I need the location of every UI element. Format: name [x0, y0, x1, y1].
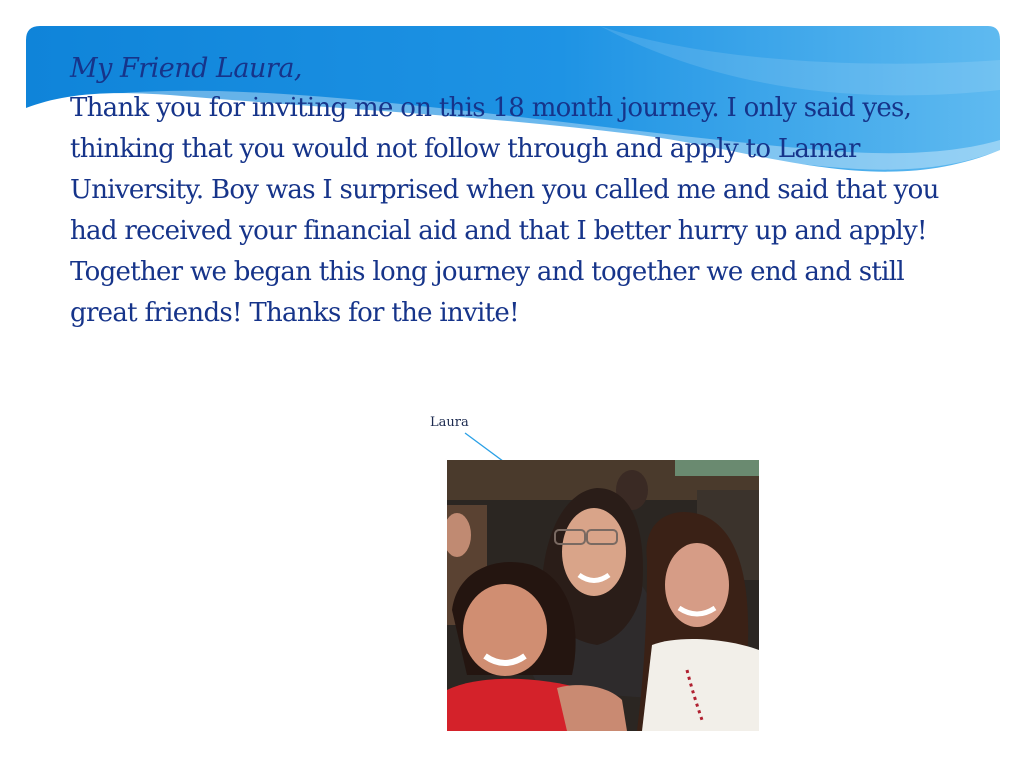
letter-body: Thank you for inviting me on this 18 month journey. I only said yes, thinking that you would not follow through and apply to Lamar University. Boy was I surprised when you called me and said that you had received your financial aid and that I better hurry up and apply! Together we began this long journey and together we end and still great friends! Thanks for the invite!: [70, 93, 939, 328]
friends-photo: [447, 460, 759, 731]
photo-label: Laura: [430, 415, 469, 430]
letter: [70, 50, 970, 334]
salutation: My Friend Laura,: [70, 53, 302, 84]
